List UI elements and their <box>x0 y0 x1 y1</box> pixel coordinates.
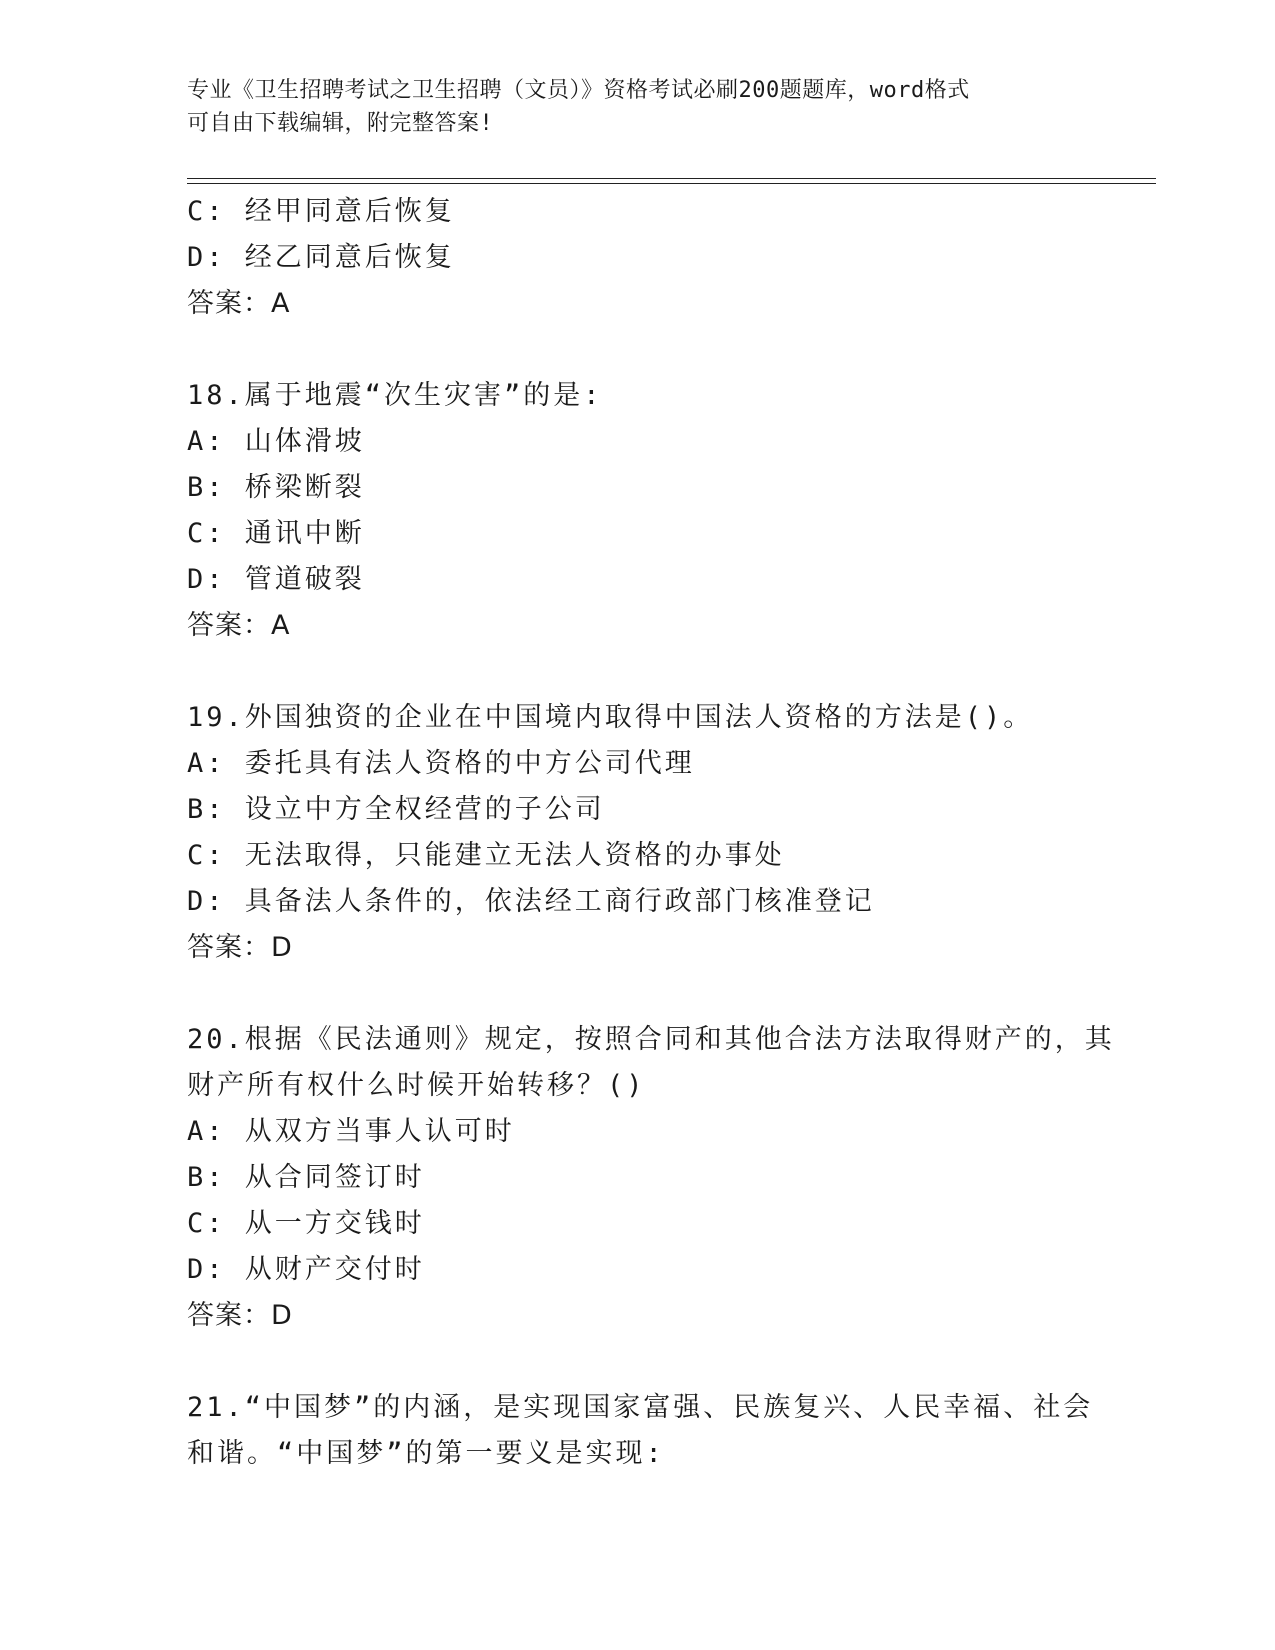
option-d: D: 经乙同意后恢复 <box>187 242 455 273</box>
question-text: 18.属于地震“次生灾害”的是: <box>187 380 603 411</box>
answer-line: 答案：D <box>187 1300 293 1331</box>
option-b: B: 桥梁断裂 <box>187 472 365 503</box>
question-19 <box>187 695 1087 971</box>
option-c: C: 无法取得，只能建立无法人资格的办事处 <box>187 840 785 871</box>
option-c: C: 通讯中断 <box>187 518 365 549</box>
document-body <box>187 189 1115 1477</box>
option-a: A: 从双方当事人认可时 <box>187 1116 515 1147</box>
answer-line: 答案：A <box>187 610 291 641</box>
header-divider-bottom <box>187 183 1156 184</box>
question-text-line-2: 财产所有权什么时候开始转移？() <box>187 1070 646 1101</box>
header-title-line-2: 可自由下载编辑，附完整答案! <box>187 111 494 136</box>
header-title-line-1: 专业《卫生招聘考试之卫生招聘（文员）》资格考试必刷200题题库，word格式 <box>187 78 970 103</box>
option-a: A: 山体滑坡 <box>187 426 365 457</box>
option-c: C: 经甲同意后恢复 <box>187 196 455 227</box>
question-20 <box>187 1017 1115 1339</box>
question-text-line-1: 20.根据《民法通则》规定，按照合同和其他合法方法取得财产的，其 <box>187 1024 1115 1055</box>
option-b: B: 从合同签订时 <box>187 1162 425 1193</box>
document-header <box>187 74 1087 140</box>
answer-line: 答案：D <box>187 932 293 963</box>
question-17-continued <box>187 189 1087 327</box>
option-b: B: 设立中方全权经营的子公司 <box>187 794 605 825</box>
option-d: D: 管道破裂 <box>187 564 365 595</box>
question-text-line-1: 21.“中国梦”的内涵，是实现国家富强、民族复兴、人民幸福、社会 <box>187 1392 1094 1423</box>
option-d: D: 从财产交付时 <box>187 1254 425 1285</box>
option-d: D: 具备法人条件的，依法经工商行政部门核准登记 <box>187 886 875 917</box>
option-c: C: 从一方交钱时 <box>187 1208 425 1239</box>
answer-line: 答案：A <box>187 288 291 319</box>
question-text-line-2: 和谐。“中国梦”的第一要义是实现: <box>187 1438 665 1469</box>
header-divider-top <box>187 178 1156 179</box>
question-text: 19.外国独资的企业在中国境内取得中国法人资格的方法是()。 <box>187 702 1034 733</box>
option-a: A: 委托具有法人资格的中方公司代理 <box>187 748 695 779</box>
question-18 <box>187 373 1087 649</box>
question-21 <box>187 1385 1094 1477</box>
